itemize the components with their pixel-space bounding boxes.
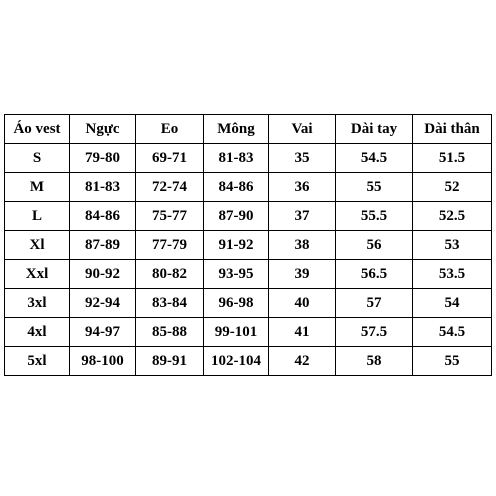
cell-body-length: 54 [413,289,492,318]
cell-size: M [5,173,70,202]
cell-shoulder: 36 [269,173,336,202]
cell-waist: 80-82 [136,260,204,289]
table-row [5,347,492,376]
cell-chest: 94-97 [70,318,136,347]
cell-waist: 75-77 [136,202,204,231]
cell-hip: 81-83 [204,144,269,173]
cell-sleeve-length: 56.5 [336,260,413,289]
cell-shoulder: 35 [269,144,336,173]
table-row [5,289,492,318]
header-shoulder: Vai [269,115,336,144]
table-row [5,318,492,347]
cell-hip: 91-92 [204,231,269,260]
table-row [5,231,492,260]
cell-body-length: 53 [413,231,492,260]
cell-body-length: 51.5 [413,144,492,173]
cell-chest: 87-89 [70,231,136,260]
cell-size: Xxl [5,260,70,289]
cell-hip: 102-104 [204,347,269,376]
cell-sleeve-length: 57.5 [336,318,413,347]
cell-body-length: 55 [413,347,492,376]
table-row [5,202,492,231]
cell-chest: 90-92 [70,260,136,289]
cell-chest: 98-100 [70,347,136,376]
cell-sleeve-length: 57 [336,289,413,318]
cell-hip: 84-86 [204,173,269,202]
cell-shoulder: 38 [269,231,336,260]
table-row [5,144,492,173]
cell-waist: 72-74 [136,173,204,202]
cell-size: 4xl [5,318,70,347]
cell-body-length: 52 [413,173,492,202]
size-chart-table [4,114,492,376]
header-body-length: Dài thân [413,115,492,144]
header-size: Áo vest [5,115,70,144]
cell-size: S [5,144,70,173]
header-waist: Eo [136,115,204,144]
cell-waist: 89-91 [136,347,204,376]
cell-shoulder: 37 [269,202,336,231]
table-row [5,260,492,289]
header-chest: Ngực [70,115,136,144]
table-row [5,173,492,202]
cell-waist: 83-84 [136,289,204,318]
cell-hip: 93-95 [204,260,269,289]
cell-shoulder: 42 [269,347,336,376]
cell-sleeve-length: 56 [336,231,413,260]
cell-shoulder: 40 [269,289,336,318]
cell-size: 3xl [5,289,70,318]
cell-body-length: 53.5 [413,260,492,289]
cell-hip: 87-90 [204,202,269,231]
cell-body-length: 52.5 [413,202,492,231]
cell-size: 5xl [5,347,70,376]
cell-shoulder: 39 [269,260,336,289]
cell-waist: 85-88 [136,318,204,347]
cell-waist: 69-71 [136,144,204,173]
cell-chest: 79-80 [70,144,136,173]
cell-hip: 99-101 [204,318,269,347]
cell-chest: 81-83 [70,173,136,202]
cell-size: L [5,202,70,231]
cell-shoulder: 41 [269,318,336,347]
cell-sleeve-length: 55 [336,173,413,202]
cell-hip: 96-98 [204,289,269,318]
header-sleeve-length: Dài tay [336,115,413,144]
header-hip: Mông [204,115,269,144]
cell-chest: 84-86 [70,202,136,231]
cell-sleeve-length: 54.5 [336,144,413,173]
cell-size: Xl [5,231,70,260]
cell-chest: 92-94 [70,289,136,318]
header-row [5,115,492,144]
cell-sleeve-length: 55.5 [336,202,413,231]
cell-sleeve-length: 58 [336,347,413,376]
cell-body-length: 54.5 [413,318,492,347]
cell-waist: 77-79 [136,231,204,260]
